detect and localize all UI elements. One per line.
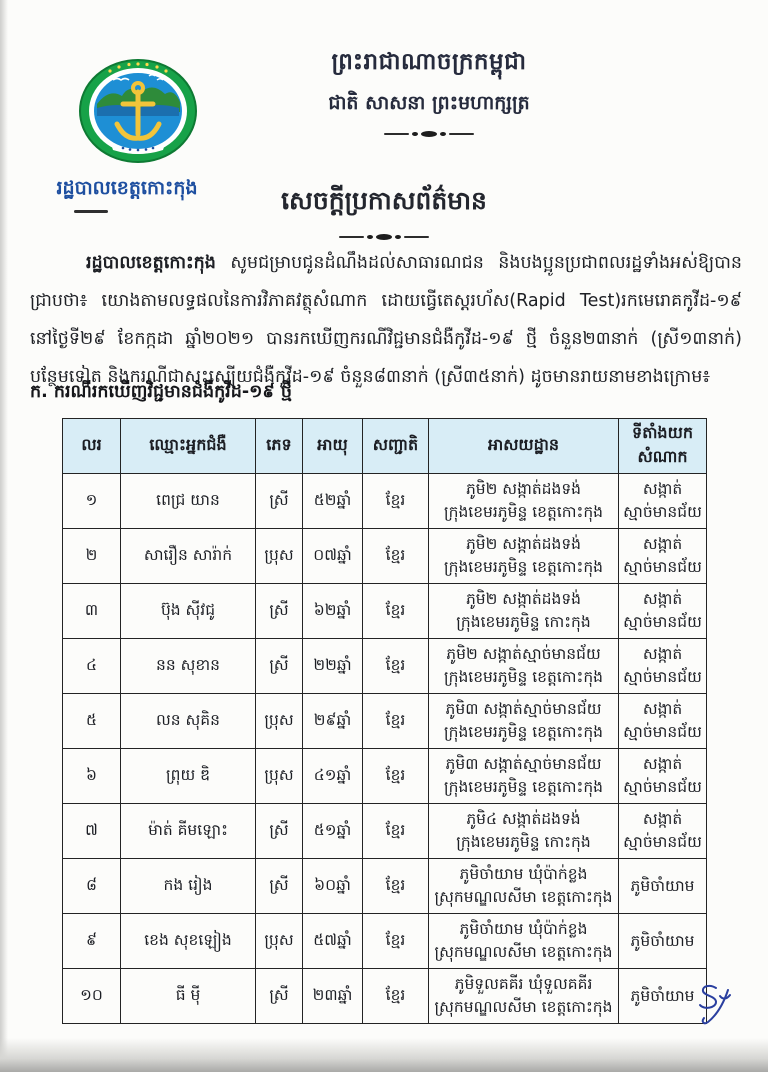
cell-no: ៤ xyxy=(63,639,121,694)
cell-sex: ប្រុស xyxy=(256,749,303,804)
cell-age: ២៣ឆ្នាំ xyxy=(303,969,363,1024)
cell-sex: ស្រី xyxy=(256,474,303,529)
table-row xyxy=(63,749,707,804)
cell-no: ៦ xyxy=(63,749,121,804)
cell-name: ម៉ាត់ គីមឡោះ xyxy=(121,804,256,859)
cell-sample-site: ភូមិចាំយាម xyxy=(619,969,707,1024)
cell-sample-site: ភូមិចាំយាម xyxy=(619,914,707,969)
cell-address: ភូមិ៣ សង្កាត់ស្មាច់មានជ័យ ក្រុងខេមរភូមិន្ទ ខេត្តកោះកុង xyxy=(429,694,619,749)
cell-sex: ស្រី xyxy=(256,584,303,639)
cell-no: ២ xyxy=(63,529,121,584)
cell-nationality: ខ្មែរ xyxy=(363,584,429,639)
cell-name: ប៊ុង ស៊ីវជូ xyxy=(121,584,256,639)
cell-sex: ស្រី xyxy=(256,639,303,694)
cell-sample-site: សង្កាត់ ស្មាច់មានជ័យ xyxy=(619,804,707,859)
table-row xyxy=(63,969,707,1024)
cell-no: ៣ xyxy=(63,584,121,639)
cell-nationality: ខ្មែរ xyxy=(363,639,429,694)
col-header-address: អាសយដ្ឋាន xyxy=(429,419,619,474)
table-row xyxy=(63,914,707,969)
cell-name: កង រៀង xyxy=(121,859,256,914)
table-row xyxy=(63,694,707,749)
org-label: រដ្ឋបាលខេត្តកោះកុង xyxy=(56,177,198,199)
cell-nationality: ខ្មែរ xyxy=(363,474,429,529)
col-header-age: អាយុ xyxy=(303,419,363,474)
cell-name: ព្រុយ ឌិ xyxy=(121,749,256,804)
cell-name: ធី មុី xyxy=(121,969,256,1024)
national-motto: ជាតិ សាសនា ព្រះមហាក្សត្រ xyxy=(328,92,530,114)
scan-edge-shadow xyxy=(0,0,8,1072)
cell-sex: ស្រី xyxy=(256,804,303,859)
table-row xyxy=(63,804,707,859)
cell-sex: ស្រី xyxy=(256,969,303,1024)
cell-age: ២២ឆ្នាំ xyxy=(303,639,363,694)
cell-sex: ប្រុស xyxy=(256,529,303,584)
cell-nationality: ខ្មែរ xyxy=(363,694,429,749)
cell-age: ៦២ឆ្នាំ xyxy=(303,584,363,639)
cell-age: ៥១ឆ្នាំ xyxy=(303,804,363,859)
cell-sample-site: សង្កាត់ ស្មាច់មានជ័យ xyxy=(619,694,707,749)
cell-nationality: ខ្មែរ xyxy=(363,914,429,969)
cell-address: ភូមិទួលគគីរ ឃុំទួលគគីរ ស្រុកមណ្ឌលសីមា ខេត្តកោះកុង xyxy=(429,969,619,1024)
cell-age: ៥២ឆ្នាំ xyxy=(303,474,363,529)
cell-nationality: ខ្មែរ xyxy=(363,529,429,584)
cell-sample-site: សង្កាត់ ស្មាច់មានជ័យ xyxy=(619,639,707,694)
doc-title: សេចក្តីប្រកាសព័ត៌មាន xyxy=(281,186,487,215)
cell-no: ៨ xyxy=(63,859,121,914)
kingdom-title: ព្រះរាជាណាចក្រកម្ពុជា xyxy=(331,49,527,75)
cell-nationality: ខ្មែរ xyxy=(363,804,429,859)
cell-address: ភូមិចាំយាម ឃុំប៉ាក់ខ្លង ស្រុកមណ្ឌលសីមា ខេត្តកោះកុង xyxy=(429,859,619,914)
cell-address: ភូមិ២ សង្កាត់ដងទង់ ក្រុងខេមរភូមិន្ទ ខេត្តកោះកុង xyxy=(429,529,619,584)
table-row xyxy=(63,529,707,584)
table-row xyxy=(63,639,707,694)
cell-sample-site: សង្កាត់ ស្មាច់មានជ័យ xyxy=(619,474,707,529)
divider-ornament xyxy=(339,234,429,240)
table-row xyxy=(63,859,707,914)
cell-address: ភូមិ២ សង្កាត់ដងទង់ ក្រុងខេមរភូមិន្ទ ខេត្តកោះកុង xyxy=(429,474,619,529)
cell-no: ១ xyxy=(63,474,121,529)
cell-address: ភូមិ៣ សង្កាត់ស្មាច់មានជ័យ ក្រុងខេមរភូមិន្ទ ខេត្តកោះកុង xyxy=(429,749,619,804)
col-header-sex: ភេទ xyxy=(256,419,303,474)
cell-sex: ប្រុស xyxy=(256,694,303,749)
cell-name: លន សុគិន xyxy=(121,694,256,749)
cell-age: ៥៧ឆ្នាំ xyxy=(303,914,363,969)
table-row xyxy=(63,474,707,529)
cell-name: សារឿន សារ៉ាក់ xyxy=(121,529,256,584)
cell-age: ៤១ឆ្នាំ xyxy=(303,749,363,804)
cell-sample-site: សង្កាត់ ស្មាច់មានជ័យ xyxy=(619,584,707,639)
cell-nationality: ខ្មែរ xyxy=(363,749,429,804)
cell-name: ពេជ្រ យាន xyxy=(121,474,256,529)
cell-address: ភូមិចាំយាម ឃុំប៉ាក់ខ្លង ស្រុកមណ្ឌលសីមា ខេត្តកោះកុង xyxy=(429,914,619,969)
cell-age: ៦០ឆ្នាំ xyxy=(303,859,363,914)
cell-sample-site: សង្កាត់ ស្មាច់មានជ័យ xyxy=(619,529,707,584)
cell-age: ២៩ឆ្នាំ xyxy=(303,694,363,749)
table-header-row xyxy=(63,419,707,474)
cell-sex: ស្រី xyxy=(256,859,303,914)
cell-no: ១០ xyxy=(63,969,121,1024)
intro-lead: រដ្ឋបាលខេត្តកោះកុង xyxy=(86,253,216,273)
cell-no: ៧ xyxy=(63,804,121,859)
cell-address: ភូមិ២ សង្កាត់ដងទង់ ក្រុងខេមរភូមិន្ទ កោះកុង xyxy=(429,584,619,639)
col-header-no: លរ xyxy=(63,419,121,474)
doc-title-block xyxy=(100,186,668,240)
cell-address: ភូមិ៤ សង្កាត់ដងទង់ ក្រុងខេមរភូមិន្ទ កោះកុង xyxy=(429,804,619,859)
intro-body: សូមជម្រាបជូនដំណឹងដល់សាធារណជន និងបងប្អូនប្រជាពលរដ្ឋទាំងអស់ឱ្យបានជ្រាបថា៖ យោងតាមលទ្ធផលនៃការវិភាគវត្ថុសំណាក ដោយធ្វើតេស្តរហ័ស(Rapid Test)រកមេរោគកូវីដ-១៩ នៅថ្ងៃទី២៩ ខែកក្កដា ឆ្នាំ២០២១ បានរកឃើញករណីវិជ្ជមានជំងឺកូវីដ-១៩ ថ្មី ចំនួន២៣នាក់ (ស្រី១៣នាក់) បន្ថែមទៀត និងករណីជាសះស្បើយជំងឺកូវីដ-១៩ ចំនួន៨៣នាក់ (ស្រី៣៥នាក់) ដូចមានរាយនាមខាងក្រោម៖ xyxy=(30,253,742,387)
section-heading: ក. ករណីរកឃើញវិជ្ជមានជំងឺកូវីដ-១៩ ថ្មី xyxy=(30,382,292,402)
cell-nationality: ខ្មែរ xyxy=(363,969,429,1024)
cell-sample-site: ភូមិចាំយាម xyxy=(619,859,707,914)
cell-no: ៩ xyxy=(63,914,121,969)
cell-address: ភូមិ២ សង្កាត់ស្មាច់មានជ័យ ក្រុងខេមរភូមិន្ទ ខេត្តកោះកុង xyxy=(429,639,619,694)
cell-sex: ប្រុស xyxy=(256,914,303,969)
col-header-sample-site: ទីតាំងយក សំណាក xyxy=(619,419,707,474)
scan-bottom-shadow xyxy=(0,1038,768,1072)
cell-name: នន សុខាន xyxy=(121,639,256,694)
national-header xyxy=(150,48,708,137)
col-header-nationality: សញ្ជាតិ xyxy=(363,419,429,474)
cell-no: ៥ xyxy=(63,694,121,749)
signature-icon xyxy=(694,982,746,1030)
cell-age: ០៧ឆ្នាំ xyxy=(303,529,363,584)
case-table-body xyxy=(63,474,707,1024)
covid-cases-table xyxy=(62,418,707,1024)
handwritten-initials xyxy=(694,982,746,1034)
divider-ornament xyxy=(384,131,474,137)
table-row xyxy=(63,584,707,639)
cell-sample-site: សង្កាត់ ស្មាច់មានជ័យ xyxy=(619,749,707,804)
col-header-name: ឈ្មោះអ្នកជំងឺ xyxy=(121,419,256,474)
intro-paragraph xyxy=(30,244,742,396)
cell-name: ខេង សុខឡៀង xyxy=(121,914,256,969)
cell-nationality: ខ្មែរ xyxy=(363,859,429,914)
